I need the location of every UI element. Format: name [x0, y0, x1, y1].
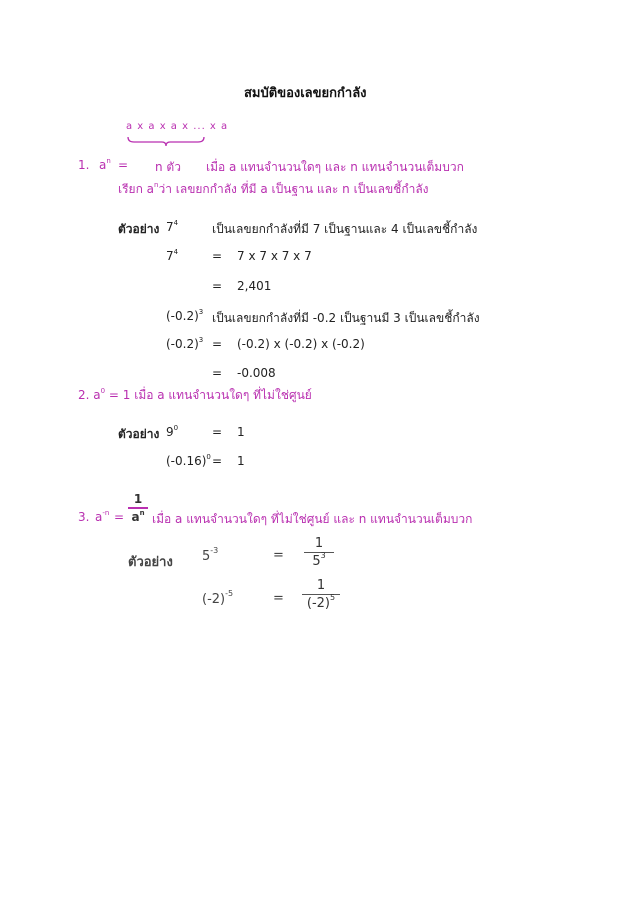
ex2-r2-exp: 0: [206, 453, 211, 461]
item-3-base: a: [95, 510, 103, 524]
ex3-row1-expr: [202, 546, 219, 564]
definition-post: ว่า เลขยกกำลัง ที่มี a เป็นฐาน และ n เป็นเลขชี้กำลัง: [158, 182, 429, 196]
ex3-row2-expr: [202, 589, 234, 607]
item-3-frac-den-base: a: [131, 510, 140, 524]
ex1-row6-value: -0.008: [237, 366, 276, 380]
ex3-r1-bar: [304, 552, 334, 553]
definition-sup: n: [154, 181, 159, 189]
ex1-r4-exp: 3: [198, 308, 204, 316]
ex1-row2-value: 7 x 7 x 7 x 7: [237, 249, 312, 263]
item-3-fraction: [128, 492, 148, 524]
ex3-r1-den-base: 5: [312, 554, 321, 569]
ex1-row1-expr: [166, 220, 178, 234]
ex2-row1-eq: =: [212, 425, 223, 439]
ex3-row2-eq: =: [273, 591, 284, 606]
example-label-2: ตัวอย่าง: [118, 427, 160, 441]
ex1-r2-base: 7: [166, 249, 174, 263]
ex2-row1-value: 1: [237, 425, 245, 439]
ex3-r2-exp: -5: [225, 589, 234, 598]
item-3-frac-num: 1: [133, 492, 143, 506]
ex2-row2-eq: =: [212, 454, 223, 468]
ex1-row2-eq: =: [212, 249, 223, 263]
ex1-r1-exp: 4: [173, 219, 179, 227]
ex3-r2-den: [302, 593, 340, 611]
overbrace-text: a x a x a x ... x a: [126, 121, 229, 132]
ex3-row1-fraction: [304, 536, 334, 569]
ex1-row4-text: เป็นเลขยกกำลังที่มี -0.2 เป็นฐานมี 3 เป็นเลขชี้กำลัง: [212, 311, 480, 325]
definition-pre: เรียก a: [118, 182, 155, 196]
ex1-row5-value: (-0.2) x (-0.2) x (-0.2): [237, 337, 365, 351]
ex3-r2-den-exp: 5: [330, 593, 336, 602]
example-label-1: ตัวอย่าง: [118, 222, 160, 236]
ex3-r2-base: (-2): [202, 592, 226, 607]
item-2-post: = 1 เมื่อ a แทนจำนวนใดๆ ที่ไม่ใช่ศูนย์: [105, 388, 312, 402]
ex1-row5-expr: [166, 337, 203, 351]
item-1-description: เมื่อ a แทนจำนวนใดๆ และ n แทนจำนวนเต็มบวก: [206, 160, 464, 174]
overbrace-icon: [126, 135, 206, 147]
ex2-row2-expr: [166, 454, 211, 468]
ex3-r1-den-exp: 3: [320, 551, 326, 560]
ex1-row5-eq: =: [212, 337, 223, 351]
item-3-exp: -n: [102, 509, 110, 517]
item-3-equals: =: [114, 510, 125, 524]
item-3-description: เมื่อ a แทนจำนวนใดๆ ที่ไม่ใช่ศูนย์ และ n แทนจำนวนเต็มบวก: [152, 512, 473, 526]
ex1-row2-expr: [166, 249, 178, 263]
ex3-r2-num: 1: [316, 578, 326, 593]
item-1-equals: =: [118, 158, 129, 172]
page-title: สมบัติของเลขยกกำลัง: [244, 86, 367, 101]
ex1-row1-text: เป็นเลขยกกำลังที่มี 7 เป็นฐานและ 4 เป็นเลขชี้กำลัง: [212, 222, 478, 236]
item-2-pre: 2. a: [78, 388, 101, 402]
ex3-r1-den: [304, 551, 334, 569]
ex1-r5-base: (-0.2): [166, 337, 199, 351]
item-3-frac-den: [128, 510, 148, 524]
item-3-frac-den-exp: n: [139, 509, 145, 517]
n-tua-label: n ตัว: [155, 160, 181, 174]
ex2-r2-base: (-0.16): [166, 454, 207, 468]
item-3-formula: [95, 510, 109, 524]
item-3-number: 3.: [78, 510, 90, 524]
ex3-r2-den-base: (-2): [306, 596, 330, 611]
ex3-row1-eq: =: [273, 548, 284, 563]
item-2-sup: 0: [100, 387, 106, 395]
ex2-r1-base: 9: [166, 425, 174, 439]
ex1-row3-eq: =: [212, 279, 223, 293]
exponent-n: n: [106, 157, 111, 165]
item-3-frac-bar: [128, 507, 148, 509]
ex1-r4-base: (-0.2): [166, 309, 199, 323]
ex1-r1-base: 7: [166, 220, 174, 234]
ex3-r1-num: 1: [314, 536, 324, 551]
ex3-r1-exp: -3: [210, 546, 219, 555]
ex1-row6-eq: =: [212, 366, 223, 380]
example-label-3: ตัวอย่าง: [128, 555, 173, 570]
base-a: a: [99, 158, 107, 172]
item-1-formula: [99, 158, 111, 172]
ex2-row2-value: 1: [237, 454, 245, 468]
item-1-definition: [118, 180, 429, 199]
ex1-r5-exp: 3: [198, 336, 204, 344]
ex2-row1-expr: [166, 425, 178, 439]
item-1-number: 1.: [78, 158, 90, 172]
item-2-heading: [78, 386, 312, 405]
ex1-r2-exp: 4: [173, 248, 179, 256]
ex3-row2-fraction: [302, 578, 340, 611]
ex2-r1-exp: 0: [173, 424, 179, 432]
ex3-r1-base: 5: [202, 549, 211, 564]
ex1-row4-expr: [166, 309, 203, 323]
ex1-row3-value: 2,401: [237, 279, 272, 293]
